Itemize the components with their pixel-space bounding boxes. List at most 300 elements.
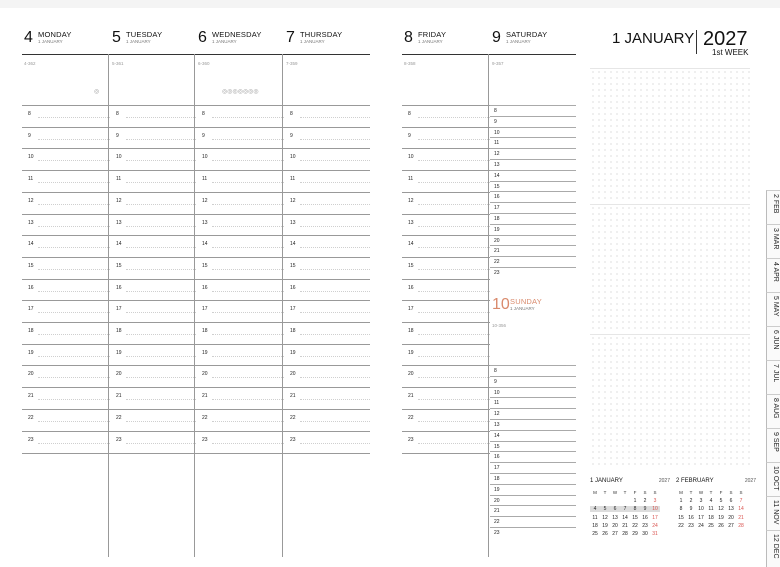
hour-label: 21 bbox=[494, 508, 500, 515]
calendar-day[interactable]: 18 bbox=[708, 514, 714, 521]
hour-slot[interactable] bbox=[284, 105, 370, 128]
day-header bbox=[196, 26, 284, 55]
left-page bbox=[0, 8, 387, 565]
calendar-day[interactable]: 20 bbox=[612, 522, 618, 529]
calendar-day[interactable]: 7 bbox=[620, 506, 630, 512]
calendar-day[interactable]: 7 bbox=[739, 498, 743, 504]
hour-label: 12 bbox=[290, 197, 296, 204]
calendar-day[interactable]: 3 bbox=[653, 498, 657, 504]
hour-label: 16 bbox=[408, 284, 414, 291]
month-tab-label: 4 APR bbox=[772, 262, 779, 282]
hour-label: 15 bbox=[494, 183, 500, 190]
day-count: 4-362 bbox=[24, 61, 36, 66]
hour-slot[interactable] bbox=[110, 300, 196, 323]
half-hour-line bbox=[212, 443, 284, 444]
calendar-day[interactable]: 10 bbox=[698, 506, 704, 513]
month-tab-label: 2 FEB bbox=[772, 194, 779, 214]
calendar-day[interactable]: 4 bbox=[709, 498, 713, 504]
hour-slot[interactable] bbox=[284, 300, 370, 323]
hour-slot[interactable] bbox=[110, 170, 196, 193]
day-name: SUNDAY bbox=[510, 297, 542, 306]
hour-label: 12 bbox=[28, 197, 34, 204]
hour-slot[interactable] bbox=[402, 365, 490, 388]
mini-calendar-year: 2027 bbox=[658, 478, 670, 484]
day-divider bbox=[108, 54, 109, 557]
hour-slot[interactable] bbox=[402, 279, 490, 302]
day-name: THURSDAY bbox=[300, 30, 343, 39]
day-number: 6 bbox=[198, 29, 207, 46]
calendar-day[interactable]: 18 bbox=[592, 522, 598, 529]
day-month: 1 JANUARY bbox=[418, 39, 443, 44]
hour-label: 21 bbox=[202, 393, 208, 400]
top-edge bbox=[0, 0, 780, 8]
hour-slot[interactable] bbox=[490, 527, 576, 539]
hour-slot[interactable] bbox=[402, 344, 490, 367]
day-month: 1 JANUARY bbox=[212, 39, 237, 44]
hour-slot[interactable] bbox=[196, 214, 284, 237]
hour-slot[interactable] bbox=[284, 214, 370, 237]
day-name: FRIDAY bbox=[418, 30, 447, 39]
hour-label: 17 bbox=[494, 465, 500, 472]
day-count: 9-357 bbox=[492, 61, 504, 66]
half-hour-line bbox=[212, 182, 284, 183]
month-tab[interactable] bbox=[766, 428, 780, 465]
hour-slot[interactable] bbox=[284, 279, 370, 302]
calendar-day[interactable]: 21 bbox=[622, 522, 628, 529]
calendar-day[interactable]: 9 bbox=[640, 506, 650, 512]
month-tab[interactable] bbox=[766, 530, 780, 567]
hour-label: 8 bbox=[408, 111, 411, 117]
hour-label: 19 bbox=[494, 226, 500, 233]
hour-slot[interactable] bbox=[22, 257, 110, 280]
hour-slot[interactable] bbox=[402, 409, 490, 432]
half-hour-line bbox=[38, 399, 110, 400]
month-tab-label: 7 JUL bbox=[772, 364, 779, 383]
day-header bbox=[490, 26, 576, 55]
hour-label: 8 bbox=[494, 368, 497, 374]
month-tab[interactable] bbox=[766, 360, 780, 397]
half-hour-line bbox=[300, 269, 370, 270]
hour-slot[interactable] bbox=[402, 431, 490, 455]
week-number: 1st WEEK bbox=[712, 48, 749, 57]
hour-slot[interactable] bbox=[110, 431, 196, 455]
calendar-day[interactable]: 11 bbox=[708, 506, 714, 513]
day-month: 1 JANUARY bbox=[300, 39, 325, 44]
calendar-day[interactable]: 20 bbox=[728, 514, 734, 521]
hour-label: 14 bbox=[408, 241, 414, 248]
calendar-day[interactable]: 2 bbox=[689, 498, 693, 504]
hour-label: 10 bbox=[202, 154, 208, 161]
calendar-day[interactable]: 17 bbox=[652, 514, 658, 521]
hour-label: 23 bbox=[116, 436, 122, 443]
half-hour-line bbox=[300, 421, 370, 422]
day-month: 1 JANUARY bbox=[506, 39, 531, 44]
hour-label: 9 bbox=[28, 132, 31, 139]
day-column-sunday bbox=[490, 273, 576, 563]
calendar-day[interactable]: 1 bbox=[679, 498, 683, 504]
hour-slot[interactable] bbox=[110, 257, 196, 280]
hour-slot[interactable] bbox=[284, 344, 370, 367]
calendar-day[interactable]: 28 bbox=[622, 531, 628, 538]
calendar-day[interactable]: 14 bbox=[738, 506, 744, 513]
hour-slot[interactable] bbox=[402, 192, 490, 215]
hour-label: 14 bbox=[494, 432, 500, 439]
hour-slot[interactable] bbox=[402, 322, 490, 345]
half-hour-line bbox=[418, 443, 490, 444]
hour-label: 23 bbox=[494, 530, 500, 536]
hour-slot[interactable] bbox=[110, 365, 196, 388]
half-hour-line bbox=[418, 182, 490, 183]
hour-slot[interactable] bbox=[196, 322, 284, 345]
day-name: TUESDAY bbox=[126, 30, 163, 39]
hour-label: 13 bbox=[408, 219, 414, 226]
hour-slot[interactable] bbox=[196, 344, 284, 367]
half-hour-line bbox=[38, 356, 110, 357]
hour-label: 20 bbox=[290, 371, 296, 378]
hour-slot[interactable] bbox=[402, 148, 490, 171]
half-hour-line bbox=[38, 182, 110, 183]
hour-label: 14 bbox=[116, 241, 122, 248]
calendar-day[interactable]: 21 bbox=[738, 514, 744, 521]
half-hour-line bbox=[418, 377, 490, 378]
hour-label: 8 bbox=[28, 111, 31, 117]
calendar-day[interactable]: 10 bbox=[650, 506, 660, 512]
hour-label: 20 bbox=[28, 371, 34, 378]
day-number: 5 bbox=[112, 29, 121, 46]
hour-slot[interactable] bbox=[22, 214, 110, 237]
calendar-day[interactable]: 25 bbox=[592, 531, 598, 538]
month-tab-label: 9 SEP bbox=[772, 432, 779, 452]
hour-label: 8 bbox=[290, 111, 293, 117]
hour-slot[interactable] bbox=[196, 235, 284, 258]
hour-label: 19 bbox=[408, 349, 414, 356]
calendar-day[interactable]: 28 bbox=[738, 522, 744, 529]
notes-grid-2[interactable] bbox=[590, 204, 750, 333]
calendar-day[interactable]: 24 bbox=[698, 522, 704, 529]
hour-slot[interactable] bbox=[196, 148, 284, 171]
hour-slot[interactable] bbox=[402, 387, 490, 410]
hour-label: 9 bbox=[494, 378, 497, 385]
calendar-day[interactable]: 9 bbox=[689, 506, 693, 513]
hour-slot[interactable] bbox=[196, 105, 284, 128]
hour-slot[interactable] bbox=[402, 235, 490, 258]
hour-slot[interactable] bbox=[22, 387, 110, 410]
hour-slot[interactable] bbox=[402, 300, 490, 323]
hour-slot[interactable] bbox=[110, 387, 196, 410]
half-hour-line bbox=[126, 443, 196, 444]
hour-slot[interactable] bbox=[110, 148, 196, 171]
day-column-friday bbox=[402, 8, 490, 565]
hour-slot[interactable] bbox=[22, 365, 110, 388]
hour-slot[interactable] bbox=[22, 431, 110, 455]
calendar-day[interactable]: 5 bbox=[600, 506, 610, 512]
hour-slot[interactable] bbox=[22, 409, 110, 432]
hour-label: 11 bbox=[202, 176, 208, 183]
hour-label: 19 bbox=[202, 349, 208, 356]
weekday-label: T bbox=[709, 490, 713, 495]
hour-label: 12 bbox=[116, 197, 122, 204]
hour-label: 10 bbox=[28, 154, 34, 161]
moon-phase-icon: ◎ bbox=[94, 89, 100, 95]
hour-label: 8 bbox=[116, 111, 119, 117]
day-count: 10-356 bbox=[492, 323, 507, 328]
hour-label: 21 bbox=[28, 393, 34, 400]
calendar-day[interactable]: 19 bbox=[718, 514, 724, 521]
calendar-day[interactable]: 12 bbox=[602, 514, 608, 521]
hour-slot[interactable] bbox=[22, 279, 110, 302]
half-hour-line bbox=[300, 291, 370, 292]
half-hour-line bbox=[126, 139, 196, 140]
half-hour-line bbox=[126, 291, 196, 292]
calendar-day[interactable]: 22 bbox=[632, 522, 638, 529]
hour-label: 19 bbox=[290, 349, 296, 356]
half-hour-line bbox=[212, 139, 284, 140]
day-count: 7-359 bbox=[286, 61, 298, 66]
hour-label: 18 bbox=[290, 328, 296, 334]
half-hour-line bbox=[126, 247, 196, 248]
calendar-day[interactable]: 3 bbox=[699, 498, 703, 504]
hour-label: 8 bbox=[202, 111, 205, 117]
month-tab[interactable] bbox=[766, 462, 780, 499]
hour-slot[interactable] bbox=[196, 279, 284, 302]
calendar-day[interactable]: 12 bbox=[718, 506, 724, 513]
month-tab[interactable] bbox=[766, 496, 780, 533]
hour-label: 22 bbox=[116, 414, 122, 421]
hour-slot[interactable] bbox=[22, 170, 110, 193]
hour-slot[interactable] bbox=[110, 127, 196, 150]
hour-slot[interactable] bbox=[284, 257, 370, 280]
half-hour-line bbox=[300, 312, 370, 313]
hour-slot[interactable] bbox=[22, 148, 110, 171]
hour-label: 19 bbox=[494, 486, 500, 493]
hour-slot[interactable] bbox=[22, 192, 110, 215]
hour-label: 9 bbox=[290, 132, 293, 139]
hour-slot[interactable] bbox=[196, 387, 284, 410]
hour-slot[interactable] bbox=[284, 235, 370, 258]
month-tab[interactable] bbox=[766, 190, 780, 227]
hour-label: 19 bbox=[28, 349, 34, 356]
half-hour-line bbox=[418, 356, 490, 357]
half-hour-line bbox=[38, 269, 110, 270]
hour-label: 16 bbox=[202, 284, 208, 291]
day-column-tuesday bbox=[110, 8, 196, 565]
hour-label: 9 bbox=[202, 132, 205, 139]
notes-grid-3[interactable] bbox=[590, 334, 750, 465]
weekday-label: F bbox=[633, 490, 637, 495]
half-hour-line bbox=[126, 226, 196, 227]
half-hour-line bbox=[300, 247, 370, 248]
month-tab-label: 10 OCT bbox=[772, 466, 779, 491]
hour-label: 9 bbox=[408, 132, 411, 139]
calendar-day[interactable]: 24 bbox=[652, 522, 658, 529]
hour-slot[interactable] bbox=[402, 127, 490, 150]
calendar-day[interactable]: 5 bbox=[719, 498, 723, 504]
half-hour-line bbox=[38, 139, 110, 140]
half-hour-line bbox=[300, 139, 370, 140]
hour-slot[interactable] bbox=[22, 344, 110, 367]
day-divider bbox=[488, 54, 489, 557]
hour-slot[interactable] bbox=[284, 322, 370, 345]
half-hour-line bbox=[418, 160, 490, 161]
half-hour-line bbox=[212, 399, 284, 400]
day-name: WEDNESDAY bbox=[212, 30, 262, 39]
month-tab[interactable] bbox=[766, 224, 780, 261]
calendar-day[interactable]: 15 bbox=[678, 514, 684, 521]
hour-label: 17 bbox=[290, 306, 296, 313]
half-hour-line bbox=[126, 204, 196, 205]
calendar-day[interactable]: 1 bbox=[633, 498, 637, 504]
month-tab[interactable] bbox=[766, 394, 780, 431]
calendar-day[interactable]: 23 bbox=[688, 522, 694, 529]
hour-slot[interactable] bbox=[402, 214, 490, 237]
notes-grid-1[interactable] bbox=[590, 68, 750, 203]
hour-label: 13 bbox=[494, 162, 500, 168]
hour-slot[interactable] bbox=[402, 170, 490, 193]
calendar-day[interactable]: 13 bbox=[612, 514, 618, 521]
month-tab[interactable] bbox=[766, 258, 780, 295]
hour-slot[interactable] bbox=[284, 431, 370, 455]
hour-label: 18 bbox=[494, 216, 500, 222]
hour-label: 22 bbox=[408, 414, 414, 421]
hour-label: 11 bbox=[290, 176, 296, 183]
calendar-day[interactable]: 14 bbox=[622, 514, 628, 521]
hour-label: 15 bbox=[290, 262, 296, 269]
hour-label: 10 bbox=[408, 154, 414, 161]
calendar-day[interactable]: 19 bbox=[602, 522, 608, 529]
hour-slot[interactable] bbox=[284, 127, 370, 150]
hour-slot[interactable] bbox=[110, 214, 196, 237]
half-hour-line bbox=[300, 160, 370, 161]
half-hour-line bbox=[126, 377, 196, 378]
hour-slot[interactable] bbox=[402, 105, 490, 128]
calendar-day[interactable]: 6 bbox=[729, 498, 733, 504]
hour-slot[interactable] bbox=[22, 235, 110, 258]
month-tab-label: 11 NOV bbox=[772, 500, 779, 525]
half-hour-line bbox=[126, 160, 196, 161]
hour-slot[interactable] bbox=[110, 105, 196, 128]
hour-slot[interactable] bbox=[110, 192, 196, 215]
hour-slot[interactable] bbox=[284, 170, 370, 193]
day-column-thursday bbox=[284, 8, 370, 565]
half-hour-line bbox=[212, 160, 284, 161]
hour-slot[interactable] bbox=[284, 387, 370, 410]
calendar-day[interactable]: 27 bbox=[728, 522, 734, 529]
hour-slot[interactable] bbox=[110, 279, 196, 302]
weekday-label: T bbox=[603, 490, 607, 495]
calendar-day[interactable]: 17 bbox=[698, 514, 704, 521]
calendar-day[interactable]: 8 bbox=[630, 506, 640, 512]
hour-slot[interactable] bbox=[284, 192, 370, 215]
month-tab[interactable] bbox=[766, 326, 780, 363]
day-number: 7 bbox=[286, 29, 295, 46]
hour-slot[interactable] bbox=[22, 322, 110, 345]
hour-slot[interactable] bbox=[110, 322, 196, 345]
calendar-day[interactable]: 25 bbox=[708, 522, 714, 529]
hour-label: 21 bbox=[290, 393, 296, 400]
calendar-day[interactable]: 26 bbox=[602, 531, 608, 538]
calendar-day[interactable]: 16 bbox=[642, 514, 648, 521]
calendar-day[interactable]: 11 bbox=[592, 514, 598, 521]
hour-slot[interactable] bbox=[22, 300, 110, 323]
hour-slot[interactable] bbox=[196, 192, 284, 215]
hour-label: 18 bbox=[408, 328, 414, 334]
hour-slot[interactable] bbox=[284, 148, 370, 171]
month-tab[interactable] bbox=[766, 292, 780, 329]
hour-label: 21 bbox=[116, 393, 122, 400]
hour-label: 12 bbox=[494, 411, 500, 418]
calendar-day[interactable]: 31 bbox=[652, 531, 658, 538]
calendar-day[interactable]: 16 bbox=[688, 514, 694, 521]
half-hour-line bbox=[212, 291, 284, 292]
hour-label: 22 bbox=[494, 259, 500, 266]
day-number: 8 bbox=[404, 29, 413, 46]
calendar-day[interactable]: 13 bbox=[728, 506, 734, 513]
hour-slot[interactable] bbox=[196, 431, 284, 455]
calendar-day[interactable]: 29 bbox=[632, 531, 638, 538]
hour-label: 9 bbox=[116, 132, 119, 139]
half-hour-line bbox=[300, 204, 370, 205]
month-tab-label: 5 MAY bbox=[772, 296, 779, 317]
hour-slot[interactable] bbox=[110, 409, 196, 432]
calendar-day[interactable]: 8 bbox=[679, 506, 683, 513]
hour-slot[interactable] bbox=[196, 257, 284, 280]
hour-slot[interactable] bbox=[196, 365, 284, 388]
calendar-day[interactable]: 26 bbox=[718, 522, 724, 529]
hour-slot[interactable] bbox=[284, 365, 370, 388]
half-hour-line bbox=[38, 334, 110, 335]
half-hour-line bbox=[126, 421, 196, 422]
hour-slot[interactable] bbox=[22, 105, 110, 128]
calendar-day[interactable]: 2 bbox=[643, 498, 647, 504]
calendar-day[interactable]: 15 bbox=[632, 514, 638, 521]
hour-label: 22 bbox=[494, 519, 500, 526]
hour-slot[interactable] bbox=[110, 235, 196, 258]
day-month: 1 JANUARY bbox=[126, 39, 151, 44]
day-number: 9 bbox=[492, 29, 501, 46]
day-number: 10 bbox=[492, 296, 510, 313]
day-number: 4 bbox=[24, 29, 33, 46]
calendar-day[interactable]: 22 bbox=[678, 522, 684, 529]
half-hour-line bbox=[126, 334, 196, 335]
hour-label: 11 bbox=[494, 400, 500, 407]
half-hour-line bbox=[418, 334, 490, 335]
hour-slot[interactable] bbox=[196, 127, 284, 150]
calendar-day[interactable]: 4 bbox=[590, 506, 600, 512]
hour-slot[interactable] bbox=[196, 409, 284, 432]
hour-slot[interactable] bbox=[196, 170, 284, 193]
hour-slot[interactable] bbox=[402, 257, 490, 280]
hour-label: 10 bbox=[494, 389, 500, 396]
calendar-day[interactable]: 23 bbox=[642, 522, 648, 529]
half-hour-line bbox=[38, 204, 110, 205]
half-hour-line bbox=[38, 312, 110, 313]
half-hour-line bbox=[300, 226, 370, 227]
half-hour-line bbox=[212, 226, 284, 227]
hour-label: 10 bbox=[494, 129, 500, 136]
calendar-day[interactable]: 30 bbox=[642, 531, 648, 538]
hour-label: 16 bbox=[494, 454, 500, 461]
calendar-day[interactable]: 6 bbox=[610, 506, 620, 512]
hour-slot[interactable] bbox=[22, 127, 110, 150]
hour-slot[interactable] bbox=[110, 344, 196, 367]
weekday-label: M bbox=[679, 490, 683, 495]
calendar-day[interactable]: 27 bbox=[612, 531, 618, 538]
hour-slot[interactable] bbox=[196, 300, 284, 323]
hour-slot[interactable] bbox=[284, 409, 370, 432]
day-divider bbox=[282, 54, 283, 557]
hour-label: 19 bbox=[116, 349, 122, 356]
hour-label: 20 bbox=[116, 371, 122, 378]
